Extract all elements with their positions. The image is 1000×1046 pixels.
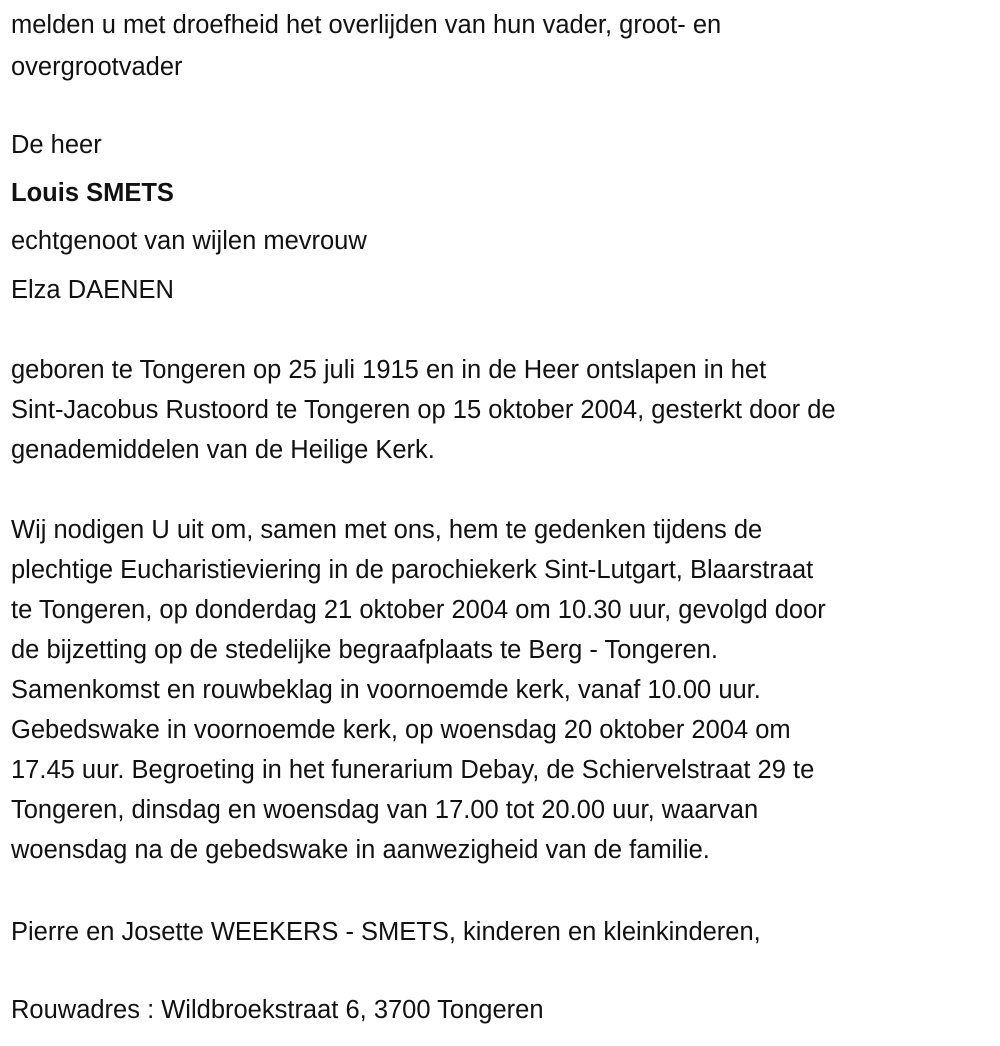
birth-line: Sint-Jacobus Rustoord te Tongeren op 15 oktober 2004, gesterkt door de <box>11 396 836 424</box>
invitation-line: te Tongeren, op donderdag 21 oktober 2004 om 10.30 uur, gevolgd door <box>11 596 826 624</box>
family-line: Pierre en Josette WEEKERS - SMETS, kinderen en kleinkinderen, <box>11 918 761 946</box>
deceased-name: Louis SMETS <box>11 179 174 207</box>
invitation-line: Samenkomst en rouwbeklag in voornoemde kerk, vanaf 10.00 uur. <box>11 676 761 704</box>
invitation-line: Tongeren, dinsdag en woensdag van 17.00 tot 20.00 uur, waarvan <box>11 796 759 824</box>
birth-line: genademiddelen van de Heilige Kerk. <box>11 436 435 464</box>
invitation-line: Wij nodigen U uit om, samen met ons, hem te gedenken tijdens de <box>11 516 763 544</box>
honorific: De heer <box>11 131 102 159</box>
invitation-line: plechtige Eucharistieviering in de parochiekerk Sint-Lutgart, Blaarstraat <box>11 556 814 584</box>
intro-line: overgrootvader <box>11 53 183 81</box>
spouse-intro: echtgenoot van wijlen mevrouw <box>11 227 367 255</box>
spouse-name: Elza DAENEN <box>11 276 174 304</box>
birth-line: geboren te Tongeren op 25 juli 1915 en in de Heer ontslapen in het <box>11 356 767 384</box>
intro-line: melden u met droefheid het overlijden van hun vader, groot- en <box>11 11 722 39</box>
invitation-line: Gebedswake in voornoemde kerk, op woensdag 20 oktober 2004 om <box>11 716 791 744</box>
invitation-line: de bijzetting op de stedelijke begraafplaats te Berg - Tongeren. <box>11 636 718 664</box>
invitation-line: 17.45 uur. Begroeting in het funerarium Debay, de Schiervelstraat 29 te <box>11 756 815 784</box>
mourning-address: Rouwadres : Wildbroekstraat 6, 3700 Tongeren <box>11 996 544 1024</box>
invitation-line: woensdag na de gebedswake in aanwezigheid van de familie. <box>11 836 710 864</box>
